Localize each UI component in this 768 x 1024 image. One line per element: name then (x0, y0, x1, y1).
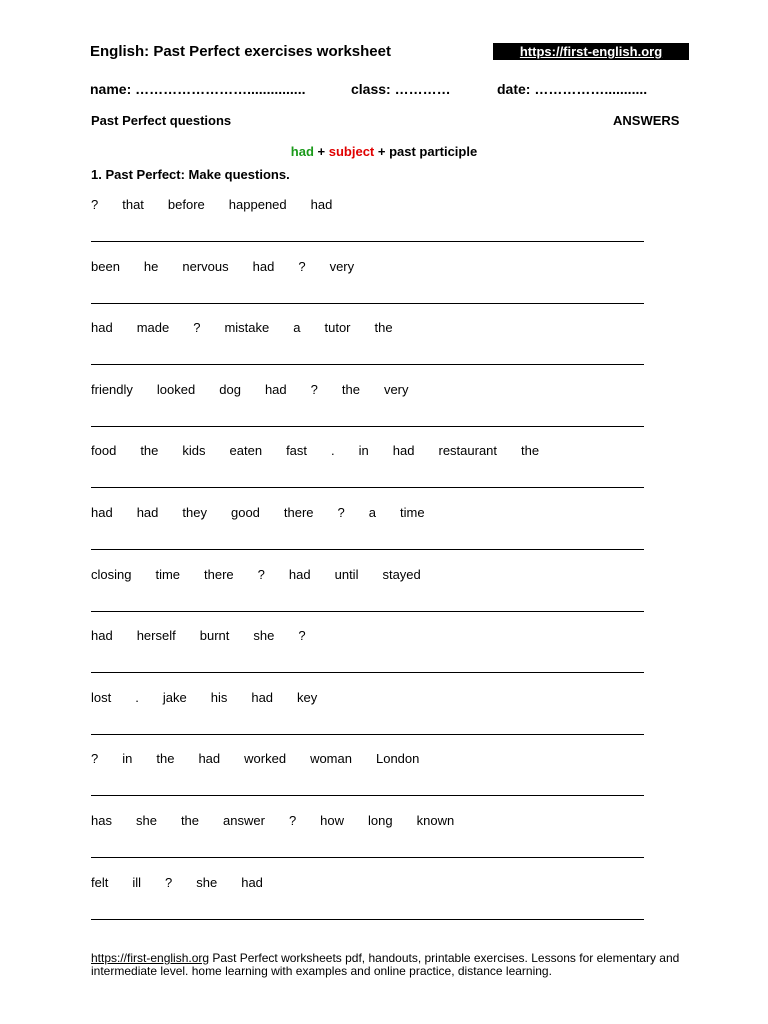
question-word: that (122, 197, 144, 212)
question-word: worked (244, 751, 287, 767)
question-word: had (198, 751, 221, 767)
question-word: she (135, 813, 157, 828)
question-word: eaten (229, 443, 263, 459)
question-word: made (136, 320, 170, 336)
question-word: dog (219, 381, 241, 397)
question-row (91, 690, 341, 708)
question-word: long (368, 813, 393, 828)
question-word: happened (228, 197, 287, 212)
question-word: the (374, 320, 393, 336)
question-word: had (264, 381, 287, 397)
question-word: the (140, 443, 159, 459)
exercise-instruction: 1. Past Perfect: Make questions. (91, 167, 290, 182)
question-word: tutor (324, 320, 351, 336)
footer (91, 952, 691, 978)
question-word: in (358, 443, 369, 459)
question-word: ? (257, 566, 265, 582)
question-word: time (155, 566, 181, 582)
question-word: the (156, 751, 175, 767)
formula-subject: subject (328, 144, 375, 159)
question-word: . (135, 689, 139, 705)
question-word: before (167, 197, 205, 212)
question-row (91, 197, 356, 215)
question-word: food (91, 443, 117, 459)
question-word: he (143, 258, 159, 274)
question-row (91, 320, 417, 338)
question-word: had (310, 197, 333, 212)
name-field: name: ……………………............... (90, 81, 306, 97)
question-word: friendly (91, 381, 133, 397)
formula (0, 144, 768, 159)
question-row (91, 751, 443, 769)
question-word: until (334, 566, 359, 582)
question-word: there (283, 505, 314, 520)
answer-line[interactable] (91, 672, 644, 673)
question-word: a (293, 320, 301, 336)
question-word: the (180, 813, 200, 828)
question-word: herself (136, 628, 176, 644)
question-word: woman (310, 751, 352, 767)
question-word: mistake (224, 320, 270, 336)
formula-had: had (290, 144, 314, 159)
answer-line[interactable] (91, 857, 644, 858)
question-word: had (252, 258, 275, 274)
answer-line[interactable] (91, 919, 644, 920)
question-word: very (383, 381, 409, 397)
question-word: his (210, 689, 228, 705)
question-row (91, 813, 478, 831)
formula-plus: + (313, 144, 329, 159)
question-row (91, 443, 563, 461)
question-word: jake (162, 689, 187, 705)
question-word: restaurant (438, 443, 498, 459)
question-word: the (521, 443, 540, 459)
question-word: ? (193, 320, 201, 336)
question-row (91, 259, 378, 277)
worksheet-title: English: Past Perfect exercises worksheet (90, 43, 391, 60)
answer-line[interactable] (91, 795, 644, 796)
question-row (91, 567, 445, 585)
question-word: looked (156, 381, 196, 397)
question-word: a (368, 505, 377, 520)
question-row (91, 875, 287, 893)
question-word: had (136, 505, 159, 520)
question-word: they (182, 505, 207, 520)
question-word: the (341, 381, 360, 397)
question-word: stayed (382, 566, 421, 582)
question-word: been (91, 258, 120, 274)
question-word: very (329, 258, 355, 274)
answer-line[interactable] (91, 487, 644, 488)
question-word: lost (91, 689, 112, 705)
question-word: had (91, 505, 113, 520)
question-word: had (91, 628, 113, 644)
question-row (91, 505, 449, 523)
question-word: in (122, 751, 133, 767)
question-word: ? (91, 751, 99, 767)
question-word: good (230, 505, 260, 520)
question-word: key (297, 689, 318, 705)
footer-text: Past Perfect worksheets pdf, handouts, printable exercises. Lessons for elementary and intermediate level. home learning with examples and online practice, distance learning. (91, 951, 680, 978)
formula-rest: + past participle (374, 144, 478, 159)
question-word: ? (310, 381, 318, 397)
answer-line[interactable] (91, 364, 644, 365)
question-word: ? (288, 813, 297, 828)
question-word: fast (286, 443, 308, 459)
answer-line[interactable] (91, 426, 644, 427)
section-title: Past Perfect questions (91, 113, 232, 128)
question-word: had (241, 874, 263, 890)
date-field: date: ……………........... (497, 81, 648, 97)
question-word: had (392, 443, 415, 459)
class-field: class: ………… (351, 81, 451, 97)
question-word: has (91, 813, 112, 828)
answer-line[interactable] (91, 303, 644, 304)
answer-line[interactable] (91, 549, 644, 550)
question-word: had (251, 689, 274, 705)
answer-line[interactable] (91, 734, 644, 735)
question-word: ill (132, 874, 142, 890)
question-word: she (253, 628, 275, 644)
question-word: time (400, 505, 425, 520)
answer-line[interactable] (91, 611, 644, 612)
question-word: answer (223, 813, 265, 828)
question-word: known (416, 813, 455, 828)
footer-link[interactable]: https://first-english.org (91, 951, 210, 965)
question-word: nervous (182, 258, 229, 274)
answers-link[interactable]: ANSWERS (613, 113, 680, 128)
site-link-header[interactable]: https://first-english.org (493, 43, 689, 60)
answer-line[interactable] (91, 241, 644, 242)
question-word: there (204, 566, 234, 582)
question-row (91, 382, 433, 400)
question-word: . (331, 443, 335, 459)
question-word: ? (298, 258, 306, 274)
question-word: had (288, 566, 311, 582)
question-word: felt (91, 874, 109, 890)
question-word: London (375, 751, 420, 767)
question-word: she (196, 874, 218, 890)
question-word: ? (165, 874, 173, 890)
question-word: closing (91, 566, 132, 582)
question-row (91, 628, 330, 646)
question-word: had (91, 320, 113, 336)
question-word: kids (182, 443, 206, 459)
question-word: ? (298, 628, 306, 644)
question-word: how (320, 813, 345, 828)
question-word: burnt (199, 628, 230, 644)
question-word: ? (337, 505, 345, 520)
question-word: ? (91, 197, 99, 212)
